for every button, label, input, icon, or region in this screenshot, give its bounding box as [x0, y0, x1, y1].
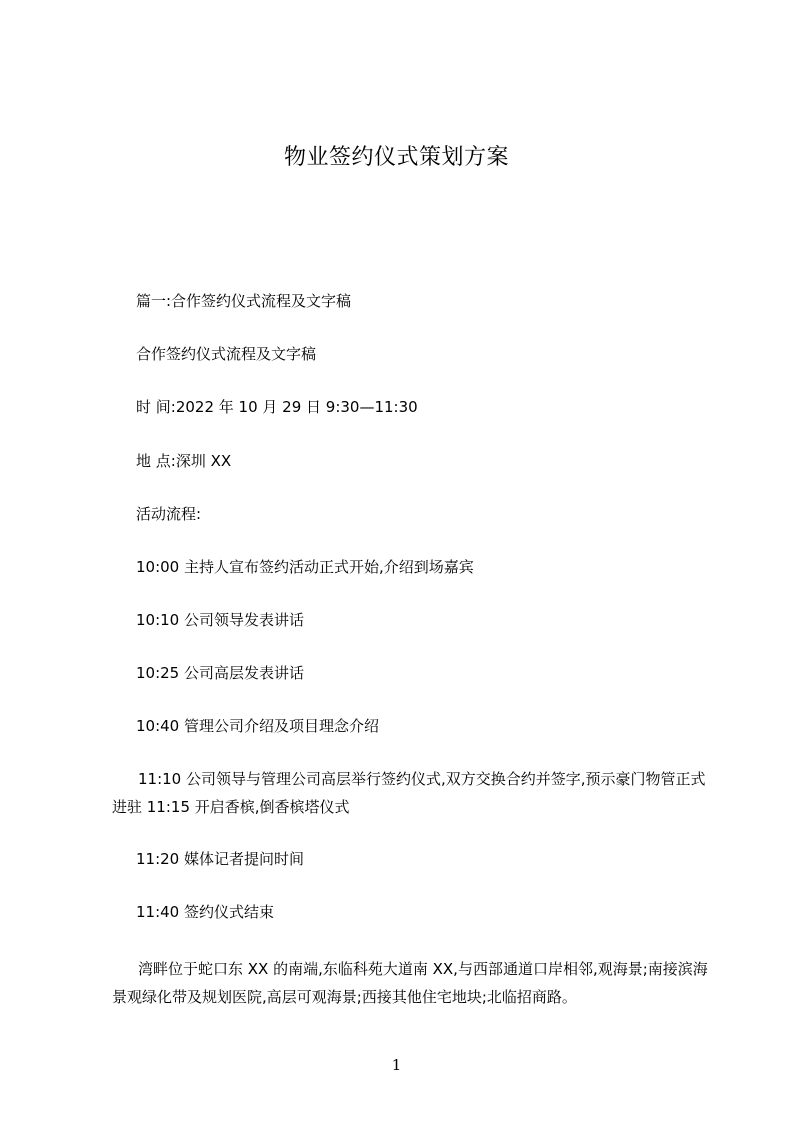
description-paragraph: 湾畔位于蛇口东 XX 的南端,东临科苑大道南 XX,与西部通道口岸相邻,观海景;南接滨海景观绿化带及规划医院,高层可观海景;西接其他住宅地块;北临招商路。 [112, 960, 708, 1006]
document-title: 物业签约仪式策划方案 [283, 145, 509, 170]
agenda-item: 10:25 公司高层发表讲话 [136, 664, 304, 682]
location-line: 地 点:深圳 XX [136, 452, 232, 470]
agenda-item: 10:00 主持人宣布签约活动正式开始,介绍到场嘉宾 [136, 558, 474, 576]
agenda-item: 11:40 签约仪式结束 [136, 903, 274, 921]
agenda-item: 10:10 公司领导发表讲话 [136, 611, 304, 629]
subtitle-line: 合作签约仪式流程及文字稿 [136, 345, 317, 363]
agenda-item: 11:20 媒体记者提问时间 [136, 850, 304, 868]
time-line: 时 间:2022 年 10 月 29 日 9:30—11:30 [136, 398, 418, 416]
section-heading: 篇一:合作签约仪式流程及文字稿 [136, 292, 352, 310]
agenda-paragraph: 11:10 公司领导与管理公司高层举行签约仪式,双方交换合约并签字,预示豪门物管正式进驻 11:15 开启香槟,倒香槟塔仪式 [112, 770, 706, 816]
page-number: 1 [391, 1056, 402, 1074]
agenda-heading: 活动流程: [136, 505, 202, 523]
agenda-item: 10:40 管理公司介绍及项目理念介绍 [136, 717, 379, 735]
